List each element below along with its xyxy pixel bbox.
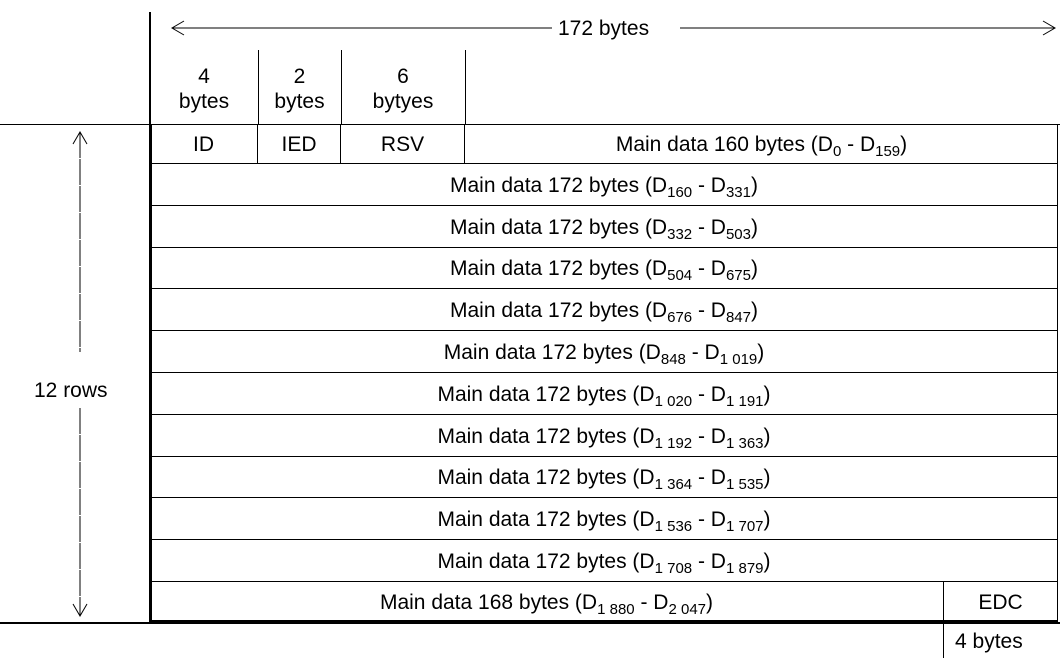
row-prefix: Main data 172 bytes (D — [449, 257, 668, 280]
cell-ied — [258, 124, 341, 164]
table-bottom-rule — [0, 622, 1060, 624]
row-prefix: Main data 172 bytes (D — [443, 341, 661, 364]
table-row — [150, 206, 1058, 248]
row-suffix: ) — [757, 341, 765, 364]
cell-main-first — [465, 133, 1058, 160]
header-col-rsv-size — [341, 66, 465, 112]
row-from: 848 — [660, 351, 686, 368]
row-label — [150, 466, 1058, 493]
cell-edc: EDC — [978, 591, 1023, 614]
row-label — [150, 174, 1058, 201]
row-prefix: Main data 172 bytes (D — [437, 550, 655, 573]
last-row-mid: - D — [634, 591, 669, 614]
table-row — [150, 331, 1058, 373]
header-col-ied-size — [258, 66, 341, 112]
row-mid: - D — [692, 174, 726, 197]
row-label — [150, 383, 1058, 410]
header-divider-3 — [465, 50, 466, 124]
row-suffix: ) — [763, 425, 771, 448]
row-from: 676 — [667, 309, 693, 326]
row-prefix: Main data 172 bytes (D — [437, 425, 655, 448]
cell-id — [150, 124, 258, 164]
table-row — [150, 415, 1058, 457]
cell-main-last — [150, 591, 943, 618]
top-span-label: 172 bytes — [558, 17, 650, 40]
row-to: 847 — [725, 309, 751, 326]
row-from: 1 364 — [654, 476, 693, 493]
rows-span-arrow — [60, 130, 100, 620]
first-row-to: 159 — [875, 143, 901, 160]
row-mid: - D — [692, 216, 726, 239]
row-label — [150, 299, 1058, 326]
row-prefix: Main data 172 bytes (D — [437, 466, 655, 489]
header-col-ied-unit: bytes — [274, 90, 325, 113]
last-row-prefix: Main data 168 bytes (D — [379, 591, 598, 614]
cell-rsv-label: RSV — [380, 133, 425, 156]
row-from: 1 708 — [654, 560, 693, 577]
first-row-mid: - D — [841, 133, 876, 156]
table-row — [150, 457, 1058, 498]
row-to: 1 019 — [719, 351, 758, 368]
edc-size-divider — [943, 624, 944, 658]
table-row-last — [150, 582, 1058, 622]
last-row-to: 2 047 — [668, 601, 707, 618]
first-row-suffix: ) — [900, 133, 908, 156]
row-prefix: Main data 172 bytes (D — [449, 216, 668, 239]
last-row-suffix: ) — [706, 591, 714, 614]
cell-ied-label: IED — [281, 133, 317, 156]
table-row — [150, 373, 1058, 415]
row-label — [150, 508, 1058, 535]
table-row — [150, 289, 1058, 331]
row-suffix: ) — [751, 174, 758, 197]
row-from: 504 — [667, 267, 693, 284]
row-mid: - D — [692, 299, 726, 322]
rows-label: 12 rows — [34, 379, 108, 402]
last-row-from: 1 880 — [597, 601, 635, 618]
table-row — [150, 248, 1058, 289]
row-label — [150, 425, 1058, 452]
header-col-id-num: 4 — [198, 65, 210, 88]
first-row-from: 0 — [832, 143, 842, 160]
table-row — [150, 164, 1058, 206]
row-to: 1 363 — [725, 435, 764, 452]
row-to: 675 — [725, 267, 751, 284]
table-row — [150, 498, 1058, 540]
row-suffix: ) — [751, 257, 758, 280]
header-col-id-unit: bytes — [178, 90, 230, 113]
row-mid: - D — [692, 383, 726, 406]
row-mid: - D — [692, 257, 726, 280]
edc-size-label: 4 bytes — [955, 630, 1023, 653]
row-suffix: ) — [751, 216, 758, 239]
row-to: 1 879 — [725, 560, 764, 577]
header-col-rsv-unit: bytyes — [372, 90, 434, 113]
row-to: 331 — [725, 184, 751, 201]
row-suffix: ) — [763, 508, 771, 531]
row-mid: - D — [685, 341, 720, 364]
cell-id-label: ID — [193, 133, 214, 156]
row-suffix: ) — [763, 383, 771, 406]
header-col-rsv-num: 6 — [397, 65, 409, 88]
row-to: 1 191 — [725, 393, 764, 410]
row-from: 1 192 — [654, 435, 693, 452]
row-from: 332 — [667, 226, 693, 243]
row-to: 1 535 — [725, 476, 764, 493]
row-suffix: ) — [763, 550, 771, 573]
row-to: 1 707 — [725, 518, 764, 535]
row-label — [150, 550, 1058, 577]
row-prefix: Main data 172 bytes (D — [449, 174, 668, 197]
table-row-first — [150, 124, 1058, 164]
row-prefix: Main data 172 bytes (D — [437, 508, 655, 531]
first-row-prefix: Main data 160 bytes (D — [615, 133, 833, 156]
row-mid: - D — [692, 550, 726, 573]
row-label — [150, 216, 1058, 243]
row-to: 503 — [725, 226, 751, 243]
table-row — [150, 540, 1058, 582]
row-mid: - D — [692, 425, 726, 448]
row-from: 1 020 — [654, 393, 693, 410]
row-suffix: ) — [751, 299, 758, 322]
row-mid: - D — [692, 466, 726, 489]
cell-rsv — [341, 124, 465, 164]
row-suffix: ) — [763, 466, 771, 489]
row-label — [150, 257, 1058, 284]
header-col-ied-num: 2 — [293, 65, 306, 88]
row-from: 160 — [667, 184, 693, 201]
row-from: 1 536 — [654, 518, 693, 535]
row-prefix: Main data 172 bytes (D — [449, 299, 668, 322]
header-col-id-size — [150, 66, 258, 112]
row-mid: - D — [692, 508, 726, 531]
row-prefix: Main data 172 bytes (D — [437, 383, 655, 406]
row-label — [150, 341, 1058, 368]
